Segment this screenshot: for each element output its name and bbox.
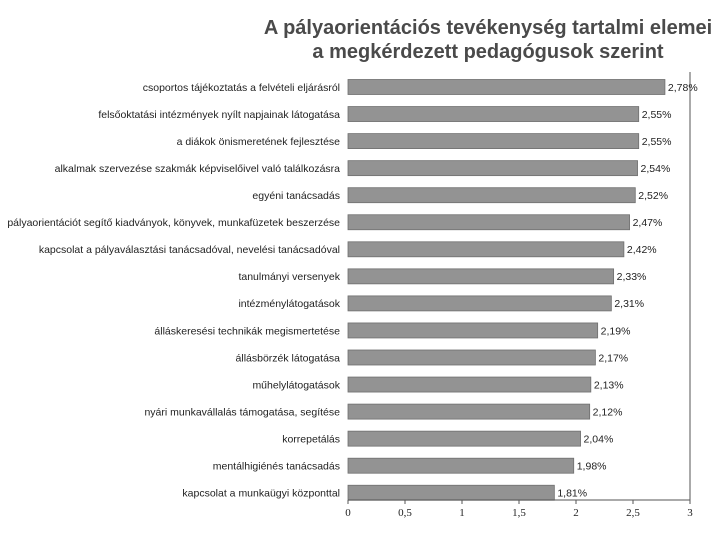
category-label: egyéni tanácsadás [252, 190, 340, 202]
category-labels [7, 82, 340, 500]
category-label: állásbörzék látogatása [235, 352, 340, 365]
category-label: kapcsolat a munkaügyi központtal [182, 487, 340, 500]
bar [348, 161, 638, 176]
bar-value-label: 2,04% [583, 433, 614, 446]
x-tick-label: 0 [345, 507, 351, 519]
bar [348, 269, 614, 284]
bar-value-label: 2,42% [626, 244, 657, 257]
bar-value-label: 1,81% [557, 487, 588, 500]
category-label: álláskeresési technikák megismertetése [154, 325, 340, 338]
category-label: intézménylátogatások [238, 298, 340, 311]
bar-value-label: 2,47% [632, 217, 663, 230]
category-label: mentálhigiénés tanácsadás [212, 460, 340, 473]
bar [348, 350, 595, 365]
chart-title [264, 17, 712, 63]
category-label: a diákok önismeretének fejlesztése [176, 135, 340, 148]
bar-value-label: 2,78% [667, 81, 698, 94]
category-label: tanulmányi versenyek [238, 271, 340, 284]
bar [348, 215, 630, 230]
bar [348, 377, 591, 392]
x-tick-label: 1 [459, 507, 465, 519]
bar [348, 458, 574, 473]
bar-value-label: 2,13% [593, 379, 624, 392]
x-tick-label: 1,5 [512, 507, 526, 519]
category-label: nyári munkavállalás támogatása, segítése [144, 406, 340, 419]
bar-value-label: 2,55% [641, 135, 672, 148]
bar [348, 404, 590, 419]
bar [348, 80, 665, 95]
category-label: felsőoktatási intézmények nyílt napjainak látogatása [98, 108, 340, 121]
category-label: alkalmak szervezése szakmák képviselőivel való találkozásra [54, 162, 340, 175]
bar-value-label: 2,12% [592, 406, 623, 419]
category-label: korrepetálás [282, 433, 340, 446]
bar-value-label: 2,33% [616, 271, 647, 284]
bar [348, 431, 581, 446]
x-tick-label: 3 [687, 507, 693, 519]
x-tick-label: 2 [573, 507, 579, 519]
category-label: pályaorientációt segítő kiadványok, könyvek, munkafüzetek beszerzése [7, 217, 340, 230]
bar-value-label: 2,52% [638, 190, 669, 202]
bar [348, 485, 554, 500]
bar-value-label: 2,17% [598, 352, 629, 365]
bar-value-label: 2,55% [641, 108, 672, 121]
category-label: kapcsolat a pályaválasztási tanácsadóval, nevelési tanácsadóval [38, 244, 340, 257]
category-label: csoportos tájékoztatás a felvételi eljárásról [142, 81, 340, 94]
bar [348, 242, 624, 257]
x-tick-label: 2,5 [626, 507, 640, 519]
chart-title-line-2: a megkérdezett pedagógusok szerint [312, 41, 664, 63]
x-tick-labels [345, 507, 693, 519]
bar [348, 323, 598, 338]
bar [348, 134, 639, 149]
bar-value-label: 1,98% [576, 460, 607, 473]
bar [348, 296, 611, 311]
bars [348, 80, 665, 501]
bar [348, 107, 639, 122]
bar-value-label: 2,19% [600, 325, 631, 338]
bar-value-label: 2,54% [640, 162, 671, 175]
category-label: műhelylátogatások [252, 379, 340, 392]
bar [348, 188, 635, 203]
chart-title-line-1: A pályaorientációs tevékenység tartalmi elemei [263, 17, 713, 39]
x-tick-label: 0,5 [398, 507, 412, 519]
bar-value-label: 2,31% [614, 298, 645, 311]
